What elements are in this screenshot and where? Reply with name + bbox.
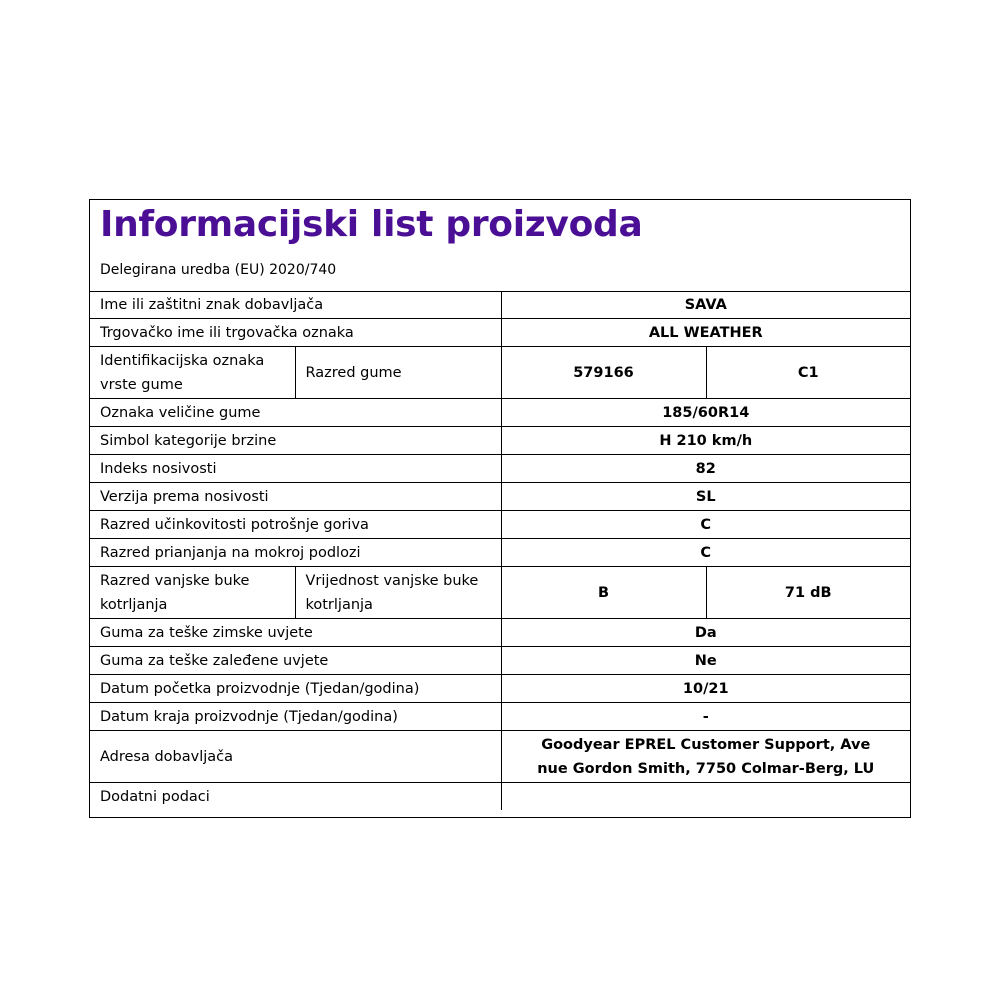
table-row xyxy=(90,347,910,399)
wet-grip-value: C xyxy=(501,539,910,567)
ice-label: Guma za teške zaleđene uvjete xyxy=(90,647,501,675)
noise-class-label: Razred vanjske buke kotrljanja xyxy=(90,567,295,619)
table-row xyxy=(90,675,910,703)
table-row xyxy=(90,483,910,511)
tyre-data-table xyxy=(90,291,910,810)
table-row xyxy=(90,619,910,647)
table-row xyxy=(90,399,910,427)
table-row xyxy=(90,647,910,675)
supplier-name-value: SAVA xyxy=(501,291,910,319)
load-version-value: SL xyxy=(501,483,910,511)
type-id-value: 579166 xyxy=(501,347,706,399)
address-line-2: nue Gordon Smith, 7750 Colmar-Berg, LU xyxy=(537,760,875,777)
noise-db-value: 71 dB xyxy=(706,567,910,619)
speed-value: H 210 km/h xyxy=(501,427,910,455)
noise-class-value: B xyxy=(501,567,706,619)
additional-info-label: Dodatni podaci xyxy=(90,783,501,811)
table-row xyxy=(90,291,910,319)
snow-value: Da xyxy=(501,619,910,647)
load-index-value: 82 xyxy=(501,455,910,483)
size-label: Oznaka veličine gume xyxy=(90,399,501,427)
tyre-class-value: C1 xyxy=(706,347,910,399)
ice-value: Ne xyxy=(501,647,910,675)
fuel-efficiency-label: Razred učinkovitosti potrošnje goriva xyxy=(90,511,501,539)
table-row xyxy=(90,783,910,811)
table-row xyxy=(90,567,910,619)
trade-name-value: ALL WEATHER xyxy=(501,319,910,347)
supplier-name-label: Ime ili zaštitni znak dobavljača xyxy=(90,291,501,319)
trade-name-label: Trgovačko ime ili trgovačka oznaka xyxy=(90,319,501,347)
production-start-value: 10/21 xyxy=(501,675,910,703)
fuel-efficiency-value: C xyxy=(501,511,910,539)
load-index-label: Indeks nosivosti xyxy=(90,455,501,483)
load-version-label: Verzija prema nosivosti xyxy=(90,483,501,511)
production-start-label: Datum početka proizvodnje (Tjedan/godina) xyxy=(90,675,501,703)
sheet-title: Informacijski list proizvoda xyxy=(100,204,643,245)
table-row xyxy=(90,511,910,539)
table-row xyxy=(90,539,910,567)
wet-grip-label: Razred prianjanja na mokroj podlozi xyxy=(90,539,501,567)
table-row xyxy=(90,319,910,347)
table-row xyxy=(90,455,910,483)
speed-label: Simbol kategorije brzine xyxy=(90,427,501,455)
production-end-value: - xyxy=(501,703,910,731)
table-row xyxy=(90,731,910,783)
snow-label: Guma za teške zimske uvjete xyxy=(90,619,501,647)
additional-info-value xyxy=(501,783,910,811)
supplier-address-label: Adresa dobavljača xyxy=(90,731,501,783)
table-row xyxy=(90,427,910,455)
regulation-reference: Delegirana uredba (EU) 2020/740 xyxy=(100,262,337,278)
production-end-label: Datum kraja proizvodnje (Tjedan/godina) xyxy=(90,703,501,731)
sheet-header xyxy=(90,200,910,292)
supplier-address-value xyxy=(501,731,910,783)
type-id-label: Identifikacijska oznaka vrste gume xyxy=(90,347,295,399)
table-row xyxy=(90,703,910,731)
tyre-class-label: Razred gume xyxy=(295,347,501,399)
address-line-1: Goodyear EPREL Customer Support, Ave xyxy=(541,736,871,753)
noise-value-label: Vrijednost vanjske buke kotrljanja xyxy=(295,567,501,619)
product-information-sheet xyxy=(89,199,911,818)
size-value: 185/60R14 xyxy=(501,399,910,427)
